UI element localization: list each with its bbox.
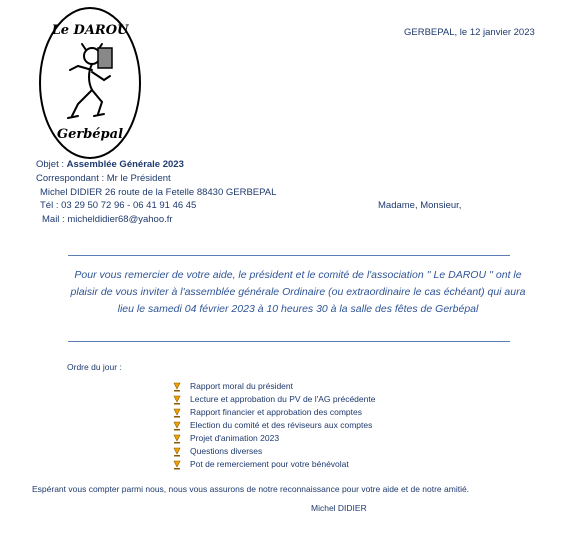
agenda-item-text: Election du comité et des réviseurs aux comptes: [190, 420, 373, 430]
agenda-item-text: Lecture et approbation du PV de l'AG précédente: [190, 394, 376, 404]
agenda-item: [172, 380, 375, 393]
agenda-item: [172, 393, 375, 406]
arrow-bullet-icon: [172, 408, 182, 418]
arrow-bullet-icon: [172, 434, 182, 444]
date-line: GERBEPAL, le 12 janvier 2023: [404, 27, 535, 38]
divider-bottom: [68, 341, 510, 342]
closing-text: Espérant vous compter parmi nous, nous vous assurons de notre reconnaissance pour votre aide et de notre amitié.: [32, 484, 470, 494]
logo-top-text: Le DAROU: [51, 23, 129, 38]
association-logo: [38, 6, 142, 160]
objet-value: Assemblée Générale 2023: [66, 159, 184, 170]
goblin-figure: [68, 44, 112, 118]
arrow-bullet-icon: [172, 395, 182, 405]
address-line: Michel DIDIER 26 route de la Fetelle 88430 GERBEPAL: [40, 187, 277, 198]
agenda-item: [172, 432, 375, 445]
agenda-label: Ordre du jour :: [67, 362, 122, 372]
agenda-item: [172, 406, 375, 419]
agenda-item: [172, 445, 375, 458]
objet-line: [36, 158, 184, 171]
email-line: Mail : micheldidier68@yahoo.fr: [42, 214, 173, 225]
arrow-bullet-icon: [172, 421, 182, 431]
greeting: Madame, Monsieur,: [378, 200, 462, 211]
agenda-item-text: Projet d'animation 2023: [190, 433, 280, 443]
agenda-item-text: Pot de remerciement pour votre bénévolat: [190, 459, 349, 469]
agenda-item: [172, 419, 375, 432]
arrow-bullet-icon: [172, 382, 182, 392]
logo-bottom-text: Gerbépal: [56, 127, 124, 142]
correspondant-line: Correspondant : Mr le Président: [36, 173, 171, 184]
signature: Michel DIDIER: [311, 503, 367, 513]
agenda-list: [172, 380, 375, 471]
agenda-item: [172, 458, 375, 471]
agenda-item-text: Questions diverses: [190, 446, 263, 456]
divider-top: [68, 255, 510, 256]
agenda-item-text: Rapport moral du président: [190, 381, 294, 391]
arrow-bullet-icon: [172, 447, 182, 457]
objet-label: Objet :: [36, 159, 67, 170]
arrow-bullet-icon: [172, 460, 182, 470]
invitation-text: Pour vous remercier de votre aide, le président et le comité de l'association '' Le DAROU '' ont le plaisir de vous inviter à l'assemblée générale Ordinaire (ou extraordinaire le cas échéant) qui aura lieu le samedi 04 février 2023 à 10 heures 30 à la salle des fêtes de Gerbépal: [70, 269, 526, 315]
phone-line: Tél : 03 29 50 72 96 - 06 41 91 46 45: [40, 200, 197, 211]
agenda-item-text: Rapport financier et approbation des comptes: [190, 407, 362, 417]
